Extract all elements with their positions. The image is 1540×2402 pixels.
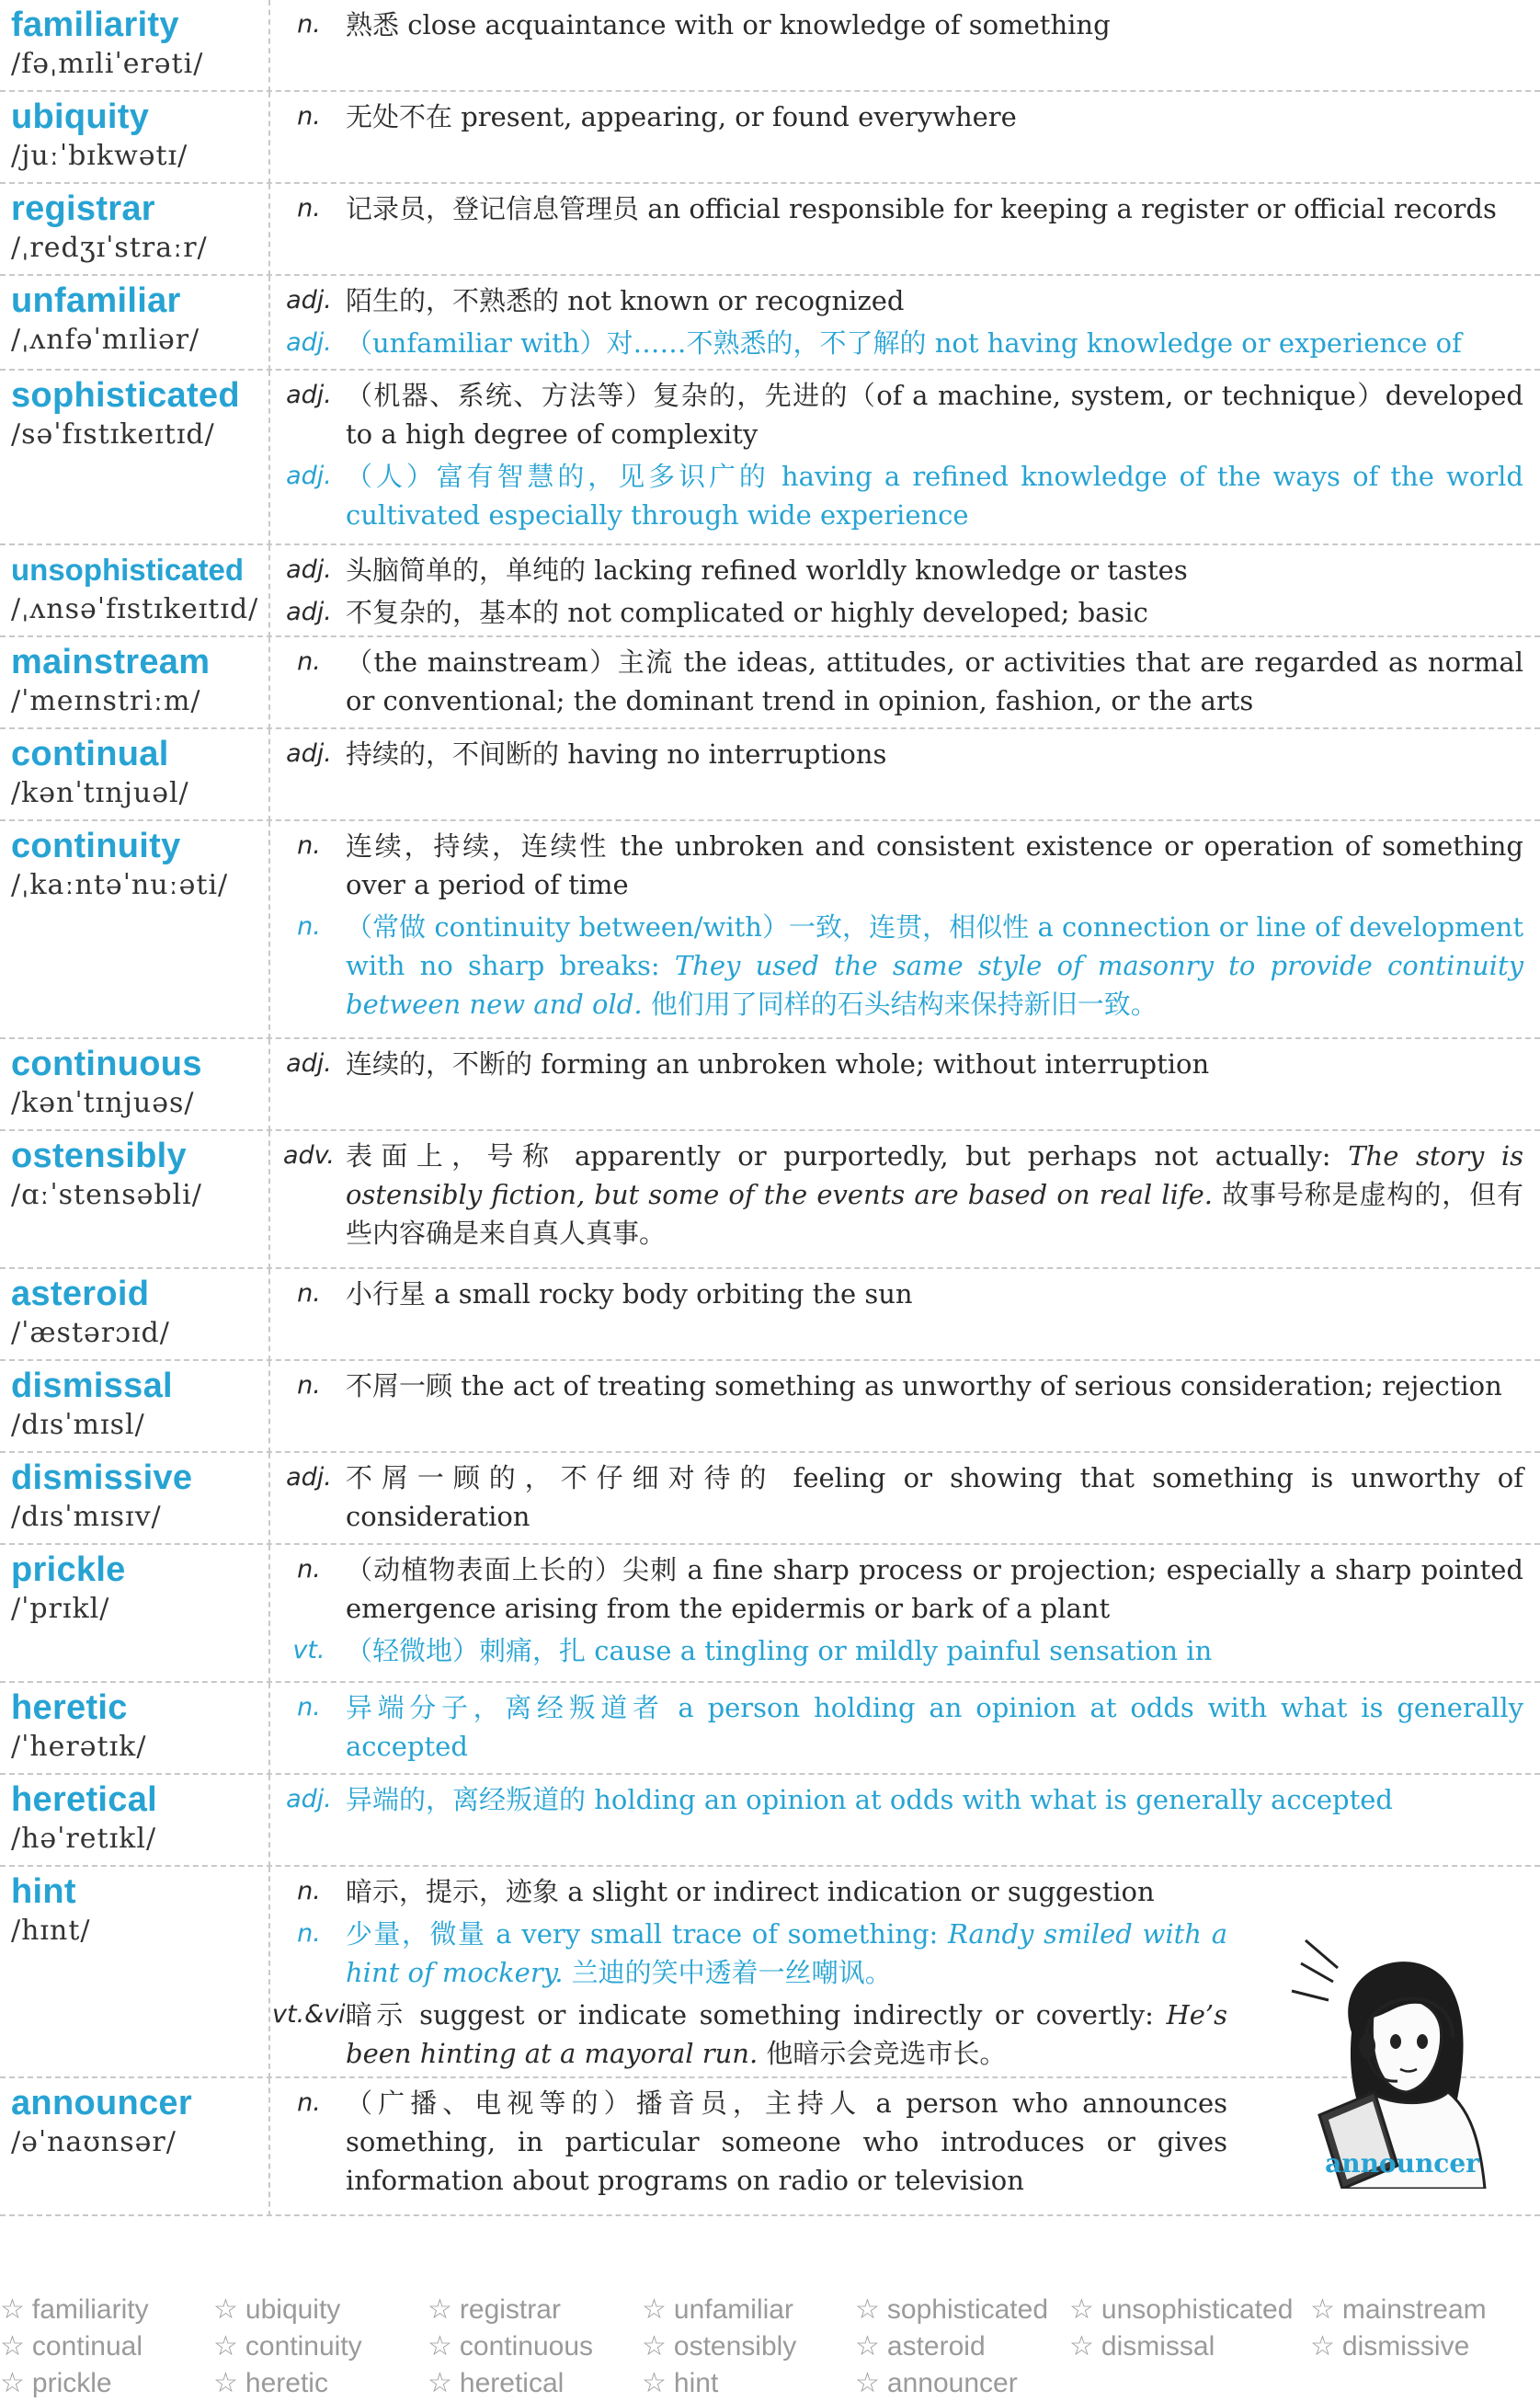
word-list-item: [428, 2292, 561, 2328]
star-icon: ☆: [213, 2331, 238, 2362]
star-icon: ☆: [1310, 2294, 1335, 2325]
sense: [272, 2084, 1227, 2200]
part-of-speech: n.: [297, 1555, 321, 1584]
sense: [272, 1688, 1523, 1766]
word-list-label: mainstream: [1341, 2294, 1487, 2325]
pronunciation: /ˌredʒɪˈstraːr/: [11, 232, 208, 264]
headword: heretic: [11, 1688, 128, 1727]
word-list-item: [855, 2292, 1048, 2328]
sense: [272, 643, 1523, 720]
definition-text: 持续的，不间断的 having no interruptions: [346, 738, 887, 770]
definition-text: （机器、系统、方法等）复杂的，先进的（of a machine, system, or technique）developed to a high degree of complexity: [346, 380, 1523, 450]
senses: [272, 643, 1523, 724]
senses: [272, 1688, 1523, 1769]
word-list-item: [0, 2365, 112, 2402]
sense: [272, 1367, 1523, 1405]
definition: [346, 2084, 1227, 2200]
definition-text: 异端分子，离经叛道者 a person holding an opinion at odds with what is generally accepted: [346, 1692, 1523, 1762]
definition-text: 兰迪的笑中透着一丝嘲讽。: [563, 1957, 892, 1988]
pronunciation: /ˈmeɪnstriːm/: [11, 685, 201, 717]
column-divider: [268, 1269, 270, 1361]
headword-block: [11, 374, 264, 453]
definition: [346, 1137, 1523, 1252]
definition: [346, 457, 1523, 534]
column-divider: [268, 1361, 270, 1453]
pronunciation: /ˈherətɪk/: [11, 1731, 147, 1763]
word-list-item: [428, 2328, 593, 2365]
definition: [346, 1631, 1523, 1670]
headword: continuity: [11, 827, 181, 865]
entry-unsophisticated: [0, 545, 1540, 637]
part-of-speech: adj.: [286, 1049, 332, 1078]
word-list-label: dismissive: [1341, 2331, 1470, 2362]
part-of-speech: adj.: [286, 739, 332, 768]
part-of-speech: n.: [297, 102, 321, 131]
word-list-item: [428, 2365, 564, 2402]
column-divider: [268, 1039, 270, 1131]
definition-text: 不屑一顾 the act of treating something as unworthy of serious consideration; rejection: [346, 1370, 1502, 1401]
part-of-speech: n.: [297, 194, 321, 223]
senses: [272, 1367, 1523, 1409]
sense: [272, 6, 1523, 44]
star-icon: ☆: [1310, 2331, 1335, 2362]
pronunciation: /həˈretɪkl/: [11, 1823, 157, 1855]
word-list-item: [1310, 2328, 1469, 2365]
definition: [346, 551, 1523, 589]
column-divider: [268, 0, 270, 92]
definition: [346, 376, 1523, 453]
sense: [272, 1550, 1523, 1628]
column-divider: [268, 92, 270, 184]
word-list-label: continual: [31, 2331, 143, 2362]
sense: [272, 97, 1523, 136]
senses: [272, 735, 1523, 777]
definition-text: 记录员，登记信息管理员 an official responsible for keeping a register or official records: [346, 193, 1497, 224]
word-list-item: [1069, 2328, 1215, 2365]
sense: [272, 281, 1523, 320]
sense: [272, 908, 1523, 1024]
senses: [272, 281, 1523, 366]
column-divider: [268, 1131, 270, 1269]
sense: [272, 189, 1523, 228]
headword: registrar: [11, 189, 155, 228]
definition-text: （常做 continuity between/with）一致，连贯，相似性 a connection or line of development with no sharp breaks:: [346, 911, 1523, 981]
sense: [272, 1872, 1227, 1911]
word-list-label: asteroid: [886, 2331, 986, 2362]
definition-text: （人）富有智慧的，见多识广的 having a refined knowledge of the ways of the world cultivated especially through wide experience: [346, 461, 1523, 531]
star-icon: ☆: [213, 2294, 238, 2325]
pronunciation: /ˌkaːntəˈnuːəti/: [11, 869, 229, 901]
definition: [346, 1367, 1523, 1405]
definition: [346, 735, 1523, 773]
part-of-speech: vt.&vi.: [272, 2000, 354, 2029]
sense: [272, 1996, 1227, 2073]
definition-text: （轻微地）刺痛，扎 cause a tingling or mildly painful sensation in: [346, 1635, 1213, 1666]
star-icon: ☆: [0, 2294, 25, 2325]
word-list-row: [0, 2328, 1540, 2365]
sense: [272, 1631, 1523, 1670]
senses: [272, 551, 1523, 635]
column-divider: [268, 1683, 270, 1775]
senses: [272, 1550, 1523, 1674]
headword-block: [11, 1043, 264, 1122]
headword: familiarity: [11, 6, 179, 44]
senses: [272, 1780, 1523, 1823]
column-divider: [268, 2078, 270, 2216]
definition-text: 不复杂的，基本的 not complicated or highly developed; basic: [346, 597, 1148, 628]
entry-continuous: [0, 1039, 1540, 1131]
headword: asteroid: [11, 1275, 150, 1313]
pronunciation: /ɑːˈstensəbli/: [11, 1179, 202, 1211]
definition: [346, 6, 1523, 44]
headword-block: [11, 1135, 264, 1214]
sense: [272, 1780, 1523, 1819]
headword-block: [11, 1779, 264, 1858]
definition: [346, 1915, 1227, 1992]
part-of-speech: adj.: [286, 555, 332, 584]
definition-text: （动植物表面上长的）尖刺 a fine sharp process or projection; especially a sharp pointed emergence arising from the epidermis or bark of a plant: [346, 1554, 1523, 1624]
definition: [346, 1458, 1523, 1536]
word-list-item: [213, 2292, 340, 2328]
sense: [272, 457, 1523, 534]
part-of-speech: n.: [297, 2088, 321, 2117]
sense: [272, 1275, 1523, 1313]
headword: announcer: [11, 2084, 192, 2122]
definition-text: （the mainstream）主流 the ideas, attitudes, or activities that are regarded as normal or conventional; the dominant trend in opinion, fashion, or the arts: [346, 646, 1523, 716]
part-of-speech: n.: [297, 1877, 321, 1905]
senses: [272, 1275, 1523, 1317]
star-icon: ☆: [855, 2368, 880, 2398]
senses: [272, 189, 1523, 232]
headword-block: [11, 1365, 264, 1444]
word-list-label: sophisticated: [886, 2294, 1049, 2325]
definition: [346, 1780, 1523, 1819]
headword: continuous: [11, 1045, 202, 1083]
sense: [272, 827, 1523, 904]
pronunciation: /hɪnt/: [11, 1915, 91, 1947]
word-list-row: [0, 2365, 1540, 2402]
definition-text: 故事号称是虚构的，但有些内容确是来自真人真事。: [346, 1179, 1523, 1249]
pronunciation: /ˌʌnsəˈfɪstɪkeɪtɪd/: [11, 593, 259, 625]
entry-dismissive: [0, 1453, 1540, 1545]
definition-text: 小行星 a small rocky body orbiting the sun: [346, 1278, 913, 1310]
word-list-item: [642, 2328, 796, 2365]
illustration-caption: announcer: [1325, 2148, 1479, 2179]
pronunciation: /dɪsˈmɪsɪv/: [11, 1501, 162, 1533]
sense: [272, 593, 1523, 632]
definition: [346, 1550, 1523, 1628]
definition-text: （广播、电视等的）播音员，主持人 a person who announces something, in particular someone who introduces or gives information about programs on radio or television: [346, 2087, 1227, 2196]
pronunciation: /ˈæstərɔɪd/: [11, 1317, 170, 1349]
headword: dismissive: [11, 1458, 193, 1497]
entry-heretic: [0, 1683, 1540, 1775]
headword-block: [11, 280, 264, 359]
senses: [272, 97, 1523, 140]
definition-text: 连续，持续，连续性 the unbroken and consistent existence or operation of something over a period of time: [346, 830, 1523, 900]
word-list-label: unfamiliar: [673, 2294, 793, 2325]
example-sentence: He’s been hinting at a mayoral run.: [346, 1999, 1227, 2069]
example-sentence: The story is ostensibly fiction, but some of the events are based on real life.: [346, 1140, 1523, 1210]
senses: [272, 6, 1523, 48]
headword: hint: [11, 1872, 76, 1911]
column-divider: [268, 637, 270, 729]
headword-block: [11, 4, 264, 83]
word-list-label: dismissal: [1101, 2331, 1215, 2362]
headword-block: [11, 1870, 264, 1950]
word-list-item: [855, 2365, 1018, 2402]
definition-text: 暗示 suggest or indicate something indirectly or covertly:: [346, 1999, 1167, 2030]
pronunciation: /juːˈbɪkwətɪ/: [11, 140, 188, 172]
sense: [272, 1458, 1523, 1536]
word-list-label: unsophisticated: [1101, 2294, 1294, 2325]
part-of-speech: adj.: [286, 328, 332, 357]
pronunciation: /fəˌmɪliˈerəti/: [11, 48, 204, 80]
word-list-item: [213, 2328, 362, 2365]
definition: [346, 189, 1523, 228]
entry-dismissal: [0, 1361, 1540, 1453]
word-list-item: [0, 2292, 149, 2328]
headword-block: [11, 1457, 264, 1536]
headword-block: [11, 1273, 264, 1352]
word-list-label: ubiquity: [245, 2294, 341, 2325]
entry-continuity: [0, 821, 1540, 1039]
definition-text: 熟悉 close acquaintance with or knowledge of something: [346, 9, 1111, 40]
entry-heretical: [0, 1775, 1540, 1867]
headword: ubiquity: [11, 97, 150, 136]
definition-text: 暗示，提示，迹象 a slight or indirect indication or suggestion: [346, 1876, 1155, 1907]
word-list-item: [0, 2328, 143, 2365]
word-list-label: hint: [673, 2368, 719, 2398]
part-of-speech: adj.: [286, 598, 332, 626]
example-sentence: They used the same style of masonry to provide continuity between new and old.: [346, 950, 1523, 1020]
star-icon: ☆: [428, 2368, 452, 2398]
definition-text: 少量，微量 a very small trace of something:: [346, 1918, 949, 1950]
star-icon: ☆: [855, 2294, 880, 2325]
definition-text: 他暗示会竞选市长。: [758, 2038, 1007, 2069]
definition-text: 表面上，号称 apparently or purportedly, but perhaps not actually:: [346, 1140, 1349, 1172]
word-list-label: familiarity: [31, 2294, 149, 2325]
example-sentence: Randy smiled with a hint of mockery.: [346, 1918, 1227, 1988]
senses: [272, 1458, 1523, 1539]
word-list-item: [855, 2328, 986, 2365]
definition: [346, 281, 1523, 320]
word-list-item: [642, 2365, 718, 2402]
column-divider: [268, 545, 270, 637]
sense: [272, 1137, 1523, 1252]
column-divider: [268, 1453, 270, 1545]
entry-ubiquity: [0, 92, 1540, 184]
part-of-speech: n.: [297, 1371, 321, 1400]
definition: [346, 97, 1523, 136]
entry-sophisticated: [0, 371, 1540, 545]
definition: [346, 324, 1523, 362]
senses: [272, 1137, 1523, 1256]
entry-mainstream: [0, 637, 1540, 729]
pronunciation: /dɪsˈmɪsl/: [11, 1409, 145, 1441]
headword: ostensibly: [11, 1137, 187, 1175]
word-list-label: continuity: [245, 2331, 362, 2362]
word-list-label: announcer: [886, 2368, 1018, 2398]
part-of-speech: adj.: [286, 381, 332, 409]
part-of-speech: n.: [297, 1919, 321, 1948]
headword: continual: [11, 735, 169, 773]
sense: [272, 551, 1523, 589]
part-of-speech: n.: [297, 831, 321, 860]
word-list-row: [0, 2292, 1540, 2328]
pronunciation: /səˈfɪstɪkeɪtɪd/: [11, 418, 215, 451]
star-icon: ☆: [642, 2331, 667, 2362]
headword-block: [11, 549, 264, 628]
definition: [346, 1275, 1523, 1313]
sense: [272, 1915, 1227, 1992]
definition-text: 陌生的，不熟悉的 not known or recognized: [346, 285, 905, 316]
entry-prickle: [0, 1545, 1540, 1683]
star-icon: ☆: [0, 2331, 25, 2362]
column-divider: [268, 729, 270, 821]
definition-text: 连续的，不断的 forming an unbroken whole; without interruption: [346, 1048, 1210, 1080]
headword-block: [11, 825, 264, 904]
word-list-item: [1310, 2292, 1487, 2328]
sense: [272, 376, 1523, 453]
definition: [346, 1688, 1523, 1766]
star-icon: ☆: [855, 2331, 880, 2362]
definition-text: 异端的，离经叛道的 holding an opinion at odds with what is generally accepted: [346, 1784, 1394, 1815]
entry-registrar: [0, 184, 1540, 276]
definition-text: （unfamiliar with）对……不熟悉的，不了解的 not having knowledge or experience of: [346, 327, 1462, 359]
part-of-speech: n.: [297, 1279, 321, 1308]
entry-asteroid: [0, 1269, 1540, 1361]
part-of-speech: adv.: [282, 1141, 336, 1170]
definition: [346, 908, 1523, 1024]
definition: [346, 1045, 1523, 1083]
definition: [346, 827, 1523, 904]
pronunciation: /kənˈtɪnjuəs/: [11, 1087, 195, 1119]
pronunciation: /kənˈtɪnjuəl/: [11, 777, 189, 809]
word-list-label: ostensibly: [673, 2331, 797, 2362]
star-icon: ☆: [428, 2294, 452, 2325]
review-word-list: [0, 2292, 1540, 2402]
headword: prickle: [11, 1550, 126, 1589]
column-divider: [268, 821, 270, 1039]
headword-block: [11, 641, 264, 720]
part-of-speech: vt.: [292, 1636, 325, 1664]
headword: dismissal: [11, 1367, 173, 1405]
headword: heretical: [11, 1780, 158, 1819]
part-of-speech: adj.: [286, 1785, 332, 1813]
pronunciation: /ˌʌnfəˈmɪliər/: [11, 324, 200, 356]
word-list-label: heretical: [459, 2368, 565, 2398]
column-divider: [268, 1775, 270, 1867]
word-list-label: continuous: [459, 2331, 594, 2362]
column-divider: [268, 184, 270, 276]
star-icon: ☆: [1069, 2294, 1094, 2325]
column-divider: [268, 276, 270, 371]
column-divider: [268, 371, 270, 545]
word-list-item: [642, 2292, 793, 2328]
column-divider: [268, 1545, 270, 1683]
definition: [346, 1872, 1227, 1911]
word-list-item: [213, 2365, 328, 2402]
pronunciation: /ˈprɪkl/: [11, 1593, 110, 1625]
star-icon: ☆: [213, 2368, 238, 2398]
entry-familiarity: [0, 0, 1540, 92]
entry-continual: [0, 729, 1540, 821]
definition: [346, 1996, 1227, 2073]
part-of-speech: adj.: [286, 1463, 332, 1492]
entry-ostensibly: [0, 1131, 1540, 1269]
definition: [346, 593, 1523, 632]
part-of-speech: n.: [297, 912, 321, 941]
word-list-label: registrar: [459, 2294, 561, 2325]
star-icon: ☆: [642, 2294, 667, 2325]
definition-text: 头脑简单的，单纯的 lacking refined worldly knowledge or tastes: [346, 555, 1188, 586]
senses: [272, 827, 1523, 1027]
entry-unfamiliar: [0, 276, 1540, 371]
sense: [272, 324, 1523, 362]
definition-text: 不屑一顾的，不仔细对待的 feeling or showing that something is unworthy of consideration: [346, 1462, 1523, 1532]
headword: mainstream: [11, 643, 211, 681]
word-list-label: heretic: [245, 2368, 328, 2398]
sense: [272, 1045, 1523, 1083]
senses: [272, 1045, 1523, 1087]
headword-block: [11, 733, 264, 812]
headword-block: [11, 2082, 264, 2161]
headword: unsophisticated: [11, 553, 245, 587]
part-of-speech: n.: [297, 647, 321, 676]
senses: [272, 376, 1523, 538]
headword: unfamiliar: [11, 281, 181, 320]
definition-text: 无处不在 present, appearing, or found everywhere: [346, 101, 1017, 132]
pronunciation: /əˈnaʊnsər/: [11, 2126, 177, 2158]
word-list-label: prickle: [31, 2368, 112, 2398]
part-of-speech: n.: [297, 10, 321, 39]
column-divider: [268, 1867, 270, 2078]
part-of-speech: n.: [297, 1693, 321, 1721]
definition: [346, 643, 1523, 720]
definition-text: 他们用了同样的石头结构来保持新旧一致。: [642, 989, 1158, 1020]
headword-block: [11, 188, 264, 267]
star-icon: ☆: [0, 2368, 25, 2398]
part-of-speech: adj.: [286, 462, 332, 490]
senses: [272, 2084, 1227, 2203]
headword-block: [11, 1687, 264, 1766]
headword: sophisticated: [11, 376, 240, 415]
part-of-speech: adj.: [286, 286, 332, 315]
senses: [272, 1872, 1227, 2076]
sense: [272, 735, 1523, 773]
word-list-item: [1069, 2292, 1293, 2328]
headword-block: [11, 96, 264, 175]
star-icon: ☆: [642, 2368, 667, 2398]
star-icon: ☆: [1069, 2331, 1094, 2362]
star-icon: ☆: [428, 2331, 452, 2362]
headword-block: [11, 1549, 264, 1628]
